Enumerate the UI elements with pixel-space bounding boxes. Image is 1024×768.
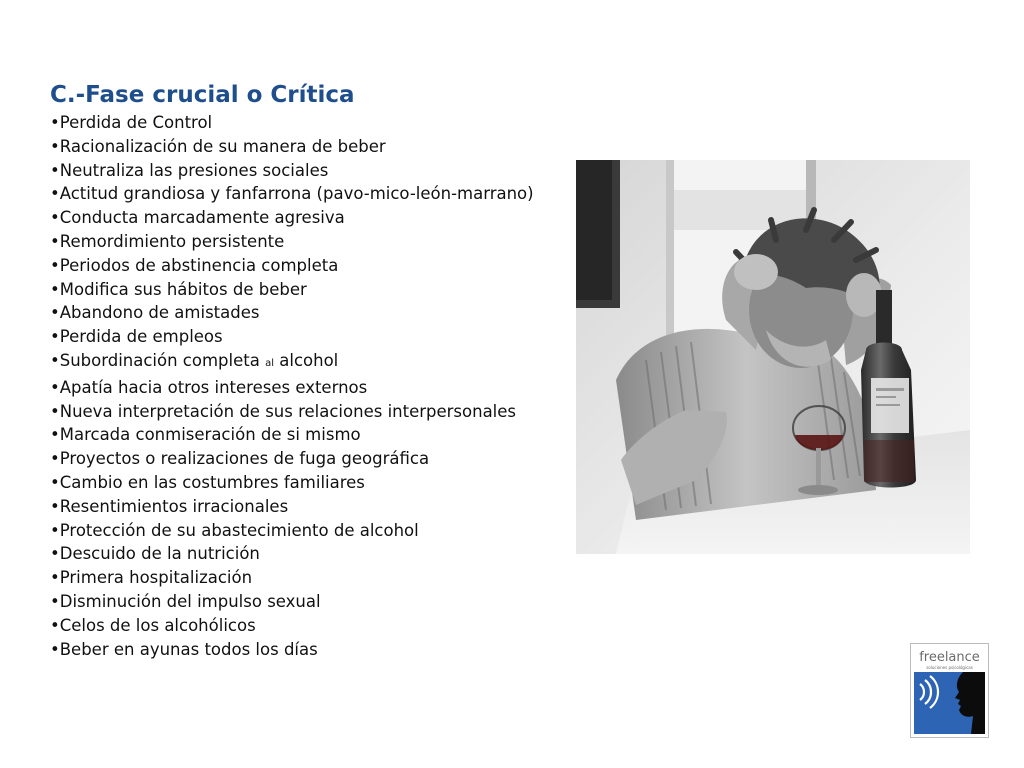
list-item: •Periodos de abstinencia completa (50, 255, 339, 275)
list-item: •Remordimiento persistente (50, 231, 285, 251)
logo-brand: freelance (919, 650, 980, 665)
list-item-text: •Subordinación completa (50, 350, 260, 370)
list-item: •Modifica sus hábitos de beber (50, 279, 307, 299)
list-item: •Actitud grandiosa y fanfarrona (pavo-mico-león-marrano) (50, 184, 534, 204)
slide-title: C.-Fase crucial o Crítica (50, 82, 355, 108)
list-item: •Abandono de amistades (50, 303, 260, 323)
list-item: •Racionalización de su manera de beber (50, 136, 386, 156)
bullet-list (50, 111, 540, 661)
list-item: •Apatía hacia otros intereses externos (50, 377, 368, 397)
list-item: •Celos de los alcohólicos (50, 615, 256, 635)
list-item: •Disminución del impulso sexual (50, 591, 321, 611)
list-item: •Conducta marcadamente agresiva (50, 208, 345, 228)
list-item: •Protección de su abastecimiento de alcohol (50, 520, 419, 540)
list-item: •Beber en ayunas todos los días (50, 639, 318, 659)
list-item: •Nueva interpretación de sus relaciones interpersonales (50, 401, 517, 421)
list-item: •Proyectos o realizaciones de fuga geográfica (50, 449, 430, 469)
list-item: •Descuido de la nutrición (50, 544, 260, 564)
photo-illustration (576, 160, 970, 554)
small-word-al: al (265, 357, 274, 369)
logo-tagline: soluciones psicológicas (926, 665, 973, 670)
list-item: •Marcada conmiseración de si mismo (50, 425, 361, 445)
list-item-subordinacion (50, 349, 540, 376)
list-item: •Cambio en las costumbres familiares (50, 472, 365, 492)
list-item: •Primera hospitalización (50, 568, 253, 588)
list-item: •Resentimientos irracionales (50, 496, 289, 516)
list-item-tail: alcohol (274, 350, 339, 370)
list-item: •Perdida de empleos (50, 327, 223, 347)
freelance-logo-graphic (911, 644, 988, 737)
list-item: •Perdida de Control (50, 113, 213, 132)
man-drinking-alone-photo (576, 160, 970, 554)
list-item: •Neutraliza las presiones sociales (50, 160, 329, 180)
freelance-logo (910, 643, 989, 738)
